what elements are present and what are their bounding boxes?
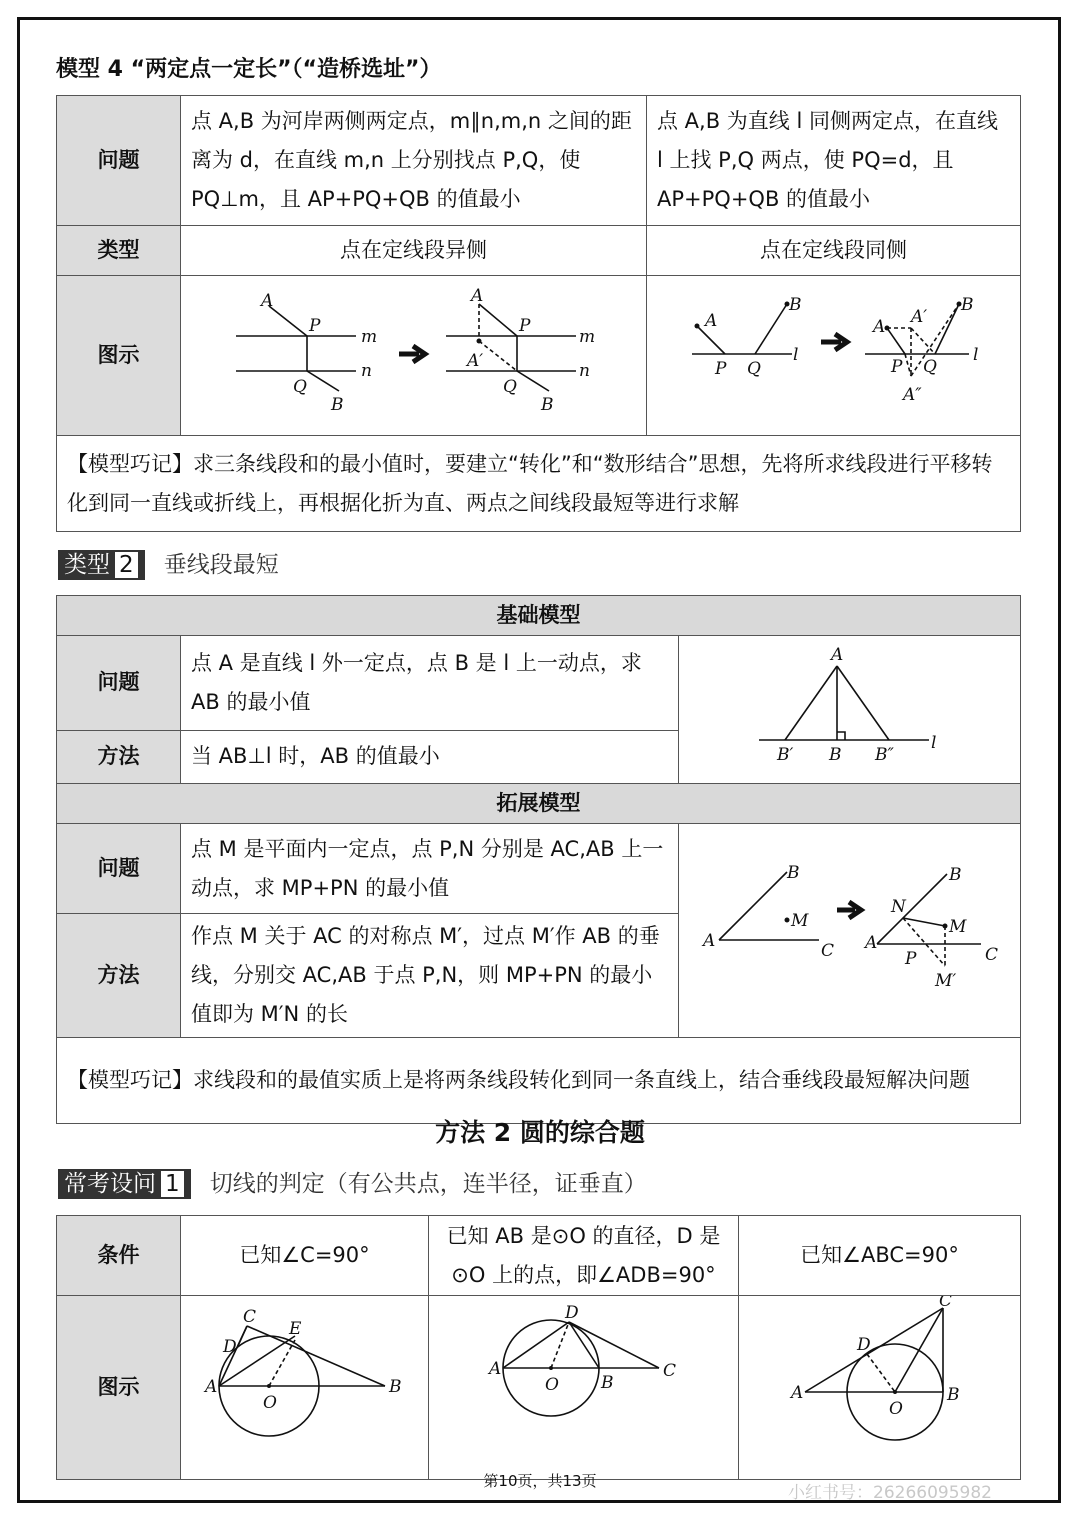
svg-text:A: A [865, 933, 878, 953]
svg-text:Q: Q [747, 359, 761, 379]
svg-text:O: O [889, 1399, 903, 1419]
model4-problem-left: 点 A,B 为河岸两侧两定点，m∥n,m,n 之间的距离为 d，在直线 m,n 上分别找点 P,Q，使 PQ⊥m，且 AP+PQ+QB 的值最小 [181, 96, 647, 226]
tangent-diagram-2 [429, 1296, 737, 1466]
svg-text:B: B [947, 1385, 960, 1405]
label-figure: 图示 [57, 1296, 181, 1480]
type2-heading [58, 546, 279, 580]
label-problem: 问题 [57, 96, 181, 226]
model4-type-right: 点在定线段同侧 [647, 226, 1021, 276]
svg-text:E: E [289, 1319, 302, 1339]
svg-text:A′: A′ [467, 351, 484, 371]
watermark: 小红书号：26266095982 [788, 1483, 992, 1503]
svg-text:D: D [565, 1303, 579, 1323]
svg-text:l: l [931, 733, 937, 753]
model4-heading: 模型 4 “两定点一定长”（“造桥选址”） [56, 57, 442, 82]
basic-figure [679, 636, 1021, 784]
svg-text:l: l [793, 345, 799, 365]
circle-figure-2 [429, 1296, 739, 1480]
svg-text:B: B [961, 295, 974, 315]
label-method: 方法 [57, 730, 181, 783]
svg-text:A: A [703, 931, 716, 951]
svg-text:m: m [579, 327, 596, 347]
ext-header: 拓展模型 [57, 784, 1021, 824]
svg-text:C: C [663, 1361, 677, 1381]
svg-text:A″: A″ [903, 385, 922, 405]
svg-text:O: O [545, 1375, 559, 1395]
svg-text:A: A [261, 291, 274, 311]
svg-text:A: A [471, 286, 484, 306]
method2-title: 方法 2 圆的综合题 [435, 1118, 645, 1147]
svg-text:B: B [601, 1373, 614, 1393]
tangent-diagram-1 [181, 1296, 427, 1466]
svg-text:Q: Q [293, 377, 307, 397]
svg-text:A: A [831, 645, 844, 665]
basic-method: 当 AB⊥l 时，AB 的值最小 [181, 730, 679, 783]
svg-text:C: C [939, 1296, 953, 1311]
model4-type-left: 点在定线段异侧 [181, 226, 647, 276]
tangent-diagram-3 [739, 1296, 1019, 1466]
common-question-tag: 常考设问 1 [58, 1169, 191, 1199]
model4-table [56, 95, 1021, 532]
svg-text:B′: B′ [777, 745, 794, 765]
svg-text:D: D [223, 1337, 237, 1357]
model4-problem-right: 点 A,B 为直线 l 同侧两定点，在直线 l 上找 P,Q 两点，使 PQ=d，且 AP+PQ+QB 的值最小 [647, 96, 1021, 226]
svg-text:C: C [243, 1307, 257, 1327]
svg-text:Q: Q [923, 357, 937, 377]
svg-text:P: P [905, 949, 917, 969]
type-tag: 类型 2 [58, 550, 145, 580]
bridge-diagram [181, 276, 647, 422]
svg-text:l: l [973, 345, 979, 365]
method2-table [56, 1215, 1021, 1480]
svg-text:n: n [361, 361, 372, 381]
ext-figure [679, 824, 1021, 1038]
cond-2: 已知 AB 是⊙O 的直径，D 是⊙O 上的点，即∠ADB=90° [429, 1216, 739, 1296]
svg-text:B: B [389, 1377, 402, 1397]
svg-text:C: C [821, 941, 835, 961]
svg-text:M′: M′ [935, 971, 957, 991]
method2-subtitle: 切线的判定（有公共点，连半径，证垂直） [209, 1171, 647, 1197]
label-problem: 问题 [57, 824, 181, 914]
circle-figure-1 [181, 1296, 429, 1480]
svg-text:P: P [519, 316, 531, 336]
svg-text:B: B [949, 865, 962, 885]
ext-method: 作点 M 关于 AC 的对称点 M′，过点 M′作 AB 的垂线，分别交 AC,AB 于点 P,N，则 MP+PN 的最小值即为 M′N 的长 [181, 914, 679, 1038]
type2-tip: 【模型巧记】求线段和的最值实质上是将两条线段转化到同一条直线上，结合垂线段最短解决问题 [57, 1038, 1021, 1124]
svg-text:P: P [715, 359, 727, 379]
svg-text:A: A [705, 311, 718, 331]
label-method: 方法 [57, 914, 181, 1038]
model4-tip: 【模型巧记】求三条线段和的最小值时，要建立“转化”和“数形结合”思想，先将所求线段进行平移转化到同一直线或折线上，再根据化折为直、两点之间线段最短等进行求解 [57, 436, 1021, 532]
model4-figure-left [181, 276, 647, 436]
type2-title: 垂线段最短 [163, 552, 279, 578]
basic-problem: 点 A 是直线 l 外一定点，点 B 是 l 上一动点，求 AB 的最小值 [181, 636, 679, 731]
method2-heading [58, 1165, 647, 1199]
svg-text:A′: A′ [911, 307, 928, 327]
perpendicular-diagram [679, 636, 1019, 770]
cond-1: 已知∠C=90° [181, 1216, 429, 1296]
model4-figure-right [647, 276, 1021, 436]
svg-text:P: P [309, 316, 321, 336]
label-condition: 条件 [57, 1216, 181, 1296]
svg-text:A: A [791, 1383, 804, 1403]
svg-text:m: m [361, 327, 378, 347]
svg-text:B: B [829, 745, 842, 765]
svg-text:O: O [263, 1393, 277, 1413]
basic-header: 基础模型 [57, 596, 1021, 636]
svg-text:C: C [985, 945, 999, 965]
page-number: 第10页，共13页 [483, 1472, 597, 1490]
svg-text:N: N [891, 897, 906, 917]
svg-text:A: A [873, 317, 886, 337]
circle-figure-3 [739, 1296, 1021, 1480]
svg-text:n: n [579, 361, 590, 381]
same-side-diagram [647, 276, 1021, 422]
svg-text:P: P [891, 357, 903, 377]
svg-text:B: B [331, 395, 344, 415]
svg-text:M: M [949, 917, 967, 937]
svg-text:B: B [787, 863, 800, 883]
svg-text:Q: Q [503, 377, 517, 397]
svg-text:B: B [541, 395, 554, 415]
label-type: 类型 [57, 226, 181, 276]
svg-text:D: D [857, 1335, 871, 1355]
type2-table [56, 595, 1021, 1124]
svg-text:M: M [791, 911, 809, 931]
reflection-diagram [679, 824, 1019, 1024]
svg-text:B: B [789, 295, 802, 315]
ext-problem: 点 M 是平面内一定点，点 P,N 分别是 AC,AB 上一动点，求 MP+PN 的最小值 [181, 824, 679, 914]
label-problem: 问题 [57, 636, 181, 731]
cond-3: 已知∠ABC=90° [739, 1216, 1021, 1296]
svg-text:A: A [489, 1359, 502, 1379]
svg-text:B″: B″ [875, 745, 894, 765]
svg-text:A: A [205, 1377, 218, 1397]
label-figure: 图示 [57, 276, 181, 436]
